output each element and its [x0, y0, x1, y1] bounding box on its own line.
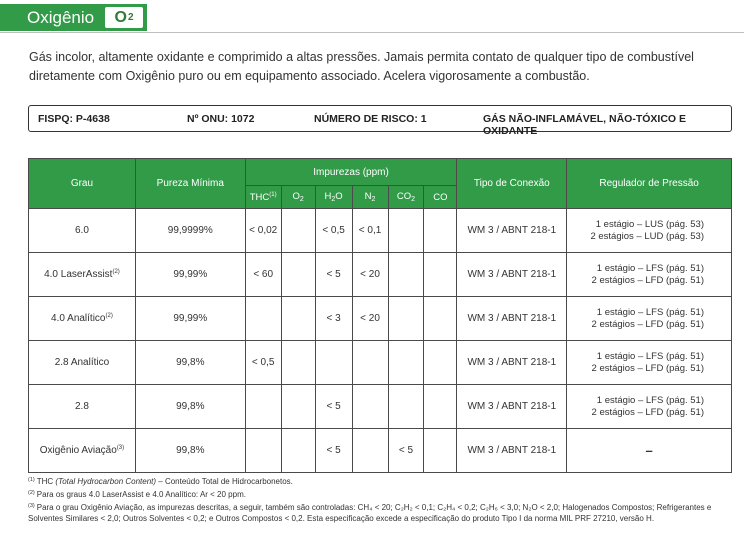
cell-o2 [281, 429, 315, 473]
header-co2: $CO_2$ [388, 186, 424, 209]
title-divider [0, 32, 744, 33]
cell-pureza: 99,9999% [135, 209, 245, 253]
cell-conexao: WM 3 / ABNT 218-1 [457, 253, 567, 297]
cell-grau: Oxigênio Aviação$^{(3)}$ [29, 429, 136, 473]
cell-co2 [388, 209, 424, 253]
table-row [29, 385, 732, 429]
cell-thc [245, 297, 281, 341]
cell-regulador: 1 estágio – LFS (pág. 51) 2 estágios – LFD (pág. 51) [567, 253, 732, 297]
section-title-bar [0, 4, 147, 31]
cell-co [424, 297, 457, 341]
cell-co2 [388, 253, 424, 297]
cell-conexao: WM 3 / ABNT 218-1 [457, 385, 567, 429]
header-regulador: Regulador de Pressão [567, 159, 732, 209]
cell-co2 [388, 341, 424, 385]
header-co: CO [424, 186, 457, 209]
cell-grau: 2.8 Analítico [29, 341, 136, 385]
cell-n2: < 0,1 [352, 209, 388, 253]
cell-grau: 2.8 [29, 385, 136, 429]
cell-conexao: WM 3 / ABNT 218-1 [457, 297, 567, 341]
cell-n2 [352, 341, 388, 385]
cell-h2o: < 5 [315, 385, 352, 429]
cell-pureza: 99,8% [135, 341, 245, 385]
cell-o2 [281, 253, 315, 297]
cell-co2: < 5 [388, 429, 424, 473]
table-row [29, 341, 732, 385]
table-row [29, 429, 732, 473]
header-conexao: Tipo de Conexão [457, 159, 567, 209]
header-thc: THC$^{(1)}$ [245, 186, 281, 209]
cell-n2 [352, 385, 388, 429]
formula-badge: O 2 [105, 7, 143, 28]
onu-number: Nº ONU: 1072 [187, 113, 255, 125]
cell-h2o: < 3 [315, 297, 352, 341]
cell-conexao: WM 3 / ABNT 218-1 [457, 209, 567, 253]
cell-h2o: < 0,5 [315, 209, 352, 253]
cell-n2 [352, 429, 388, 473]
cell-regulador: – [567, 429, 732, 473]
fispq-number: FISPQ: P-4638 [38, 113, 110, 125]
cell-regulador: 1 estágio – LUS (pág. 53) 2 estágios – LUD (pág. 53) [567, 209, 732, 253]
table-row [29, 297, 732, 341]
footnote-3: $^{(3)}$ Para o grau Oxigênio Aviação, as impurezas descritas, a seguir, também são controladas: CH₄ < 20; C₂H₂ < 0,1; C₂H₄ < 0,2; C₂H₆ < 3,0; N₂O < 2,0; Halogenados Compostos; Refrigerantes e Solventes Similares < 2,0; Outros Solventes < 0,2; e Outros Compostos < 0,2. Esta especificação excede a especificação do produto Tipo I da norma MIL PRF 27210, versão H. [28, 503, 712, 523]
cell-grau: 6.0 [29, 209, 136, 253]
cell-pureza: 99,8% [135, 385, 245, 429]
cell-co2 [388, 385, 424, 429]
fispq-box [28, 105, 732, 137]
table-row [29, 209, 732, 253]
cell-thc: < 60 [245, 253, 281, 297]
cell-conexao: WM 3 / ABNT 218-1 [457, 341, 567, 385]
cell-regulador: 1 estágio – LFS (pág. 51) 2 estágios – LFD (pág. 51) [567, 341, 732, 385]
cell-o2 [281, 297, 315, 341]
cell-co2 [388, 297, 424, 341]
intro-paragraph: Gás incolor, altamente oxidante e comprimido a altas pressões. Jamais permita contato de qualquer tipo de combustível diretamente com Oxigênio puro ou em equipamento associado. Acelera vigorosamente a combustão. [29, 50, 694, 83]
hazard-class: GÁS NÃO-INFLAMÁVEL, NÃO-TÓXICO E OXIDANTE [483, 113, 686, 137]
cell-regulador: 1 estágio – LFS (pág. 51) 2 estágios – LFD (pág. 51) [567, 385, 732, 429]
cell-conexao: WM 3 / ABNT 218-1 [457, 429, 567, 473]
cell-thc [245, 385, 281, 429]
footnote-2: $^{(2)}$ Para os graus 4.0 LaserAssist e 4.0 Analítico: Ar < 20 ppm. [28, 490, 246, 499]
header-pureza: Pureza Mínima [135, 159, 245, 209]
cell-n2: < 20 [352, 297, 388, 341]
cell-co [424, 253, 457, 297]
cell-thc: < 0,5 [245, 341, 281, 385]
specs-table [28, 158, 732, 473]
cell-thc [245, 429, 281, 473]
header-n2: $N_2$ [352, 186, 388, 209]
cell-grau: 4.0 Analítico$^{(2)}$ [29, 297, 136, 341]
cell-pureza: 99,8% [135, 429, 245, 473]
cell-o2 [281, 209, 315, 253]
cell-h2o: < 5 [315, 253, 352, 297]
cell-o2 [281, 341, 315, 385]
cell-h2o [315, 341, 352, 385]
table-row [29, 253, 732, 297]
cell-pureza: 99,99% [135, 297, 245, 341]
cell-co [424, 429, 457, 473]
cell-thc: < 0,02 [245, 209, 281, 253]
header-grau: Grau [29, 159, 136, 209]
cell-grau: 4.0 LaserAssist$^{(2)}$ [29, 253, 136, 297]
header-o2: $O_2$ [281, 186, 315, 209]
cell-o2 [281, 385, 315, 429]
cell-h2o: < 5 [315, 429, 352, 473]
page-title: Oxigênio [27, 7, 95, 27]
risk-number: NÚMERO DE RISCO: 1 [314, 113, 427, 125]
header-h2o: $H_2O$ [315, 186, 352, 209]
cell-pureza: 99,99% [135, 253, 245, 297]
footnotes [28, 475, 738, 525]
header-impurezas: Impurezas (ppm) [245, 159, 457, 186]
cell-regulador: 1 estágio – LFS (pág. 51) 2 estágios – LFD (pág. 51) [567, 297, 732, 341]
cell-co [424, 341, 457, 385]
cell-co [424, 385, 457, 429]
cell-n2: < 20 [352, 253, 388, 297]
cell-co [424, 209, 457, 253]
footnote-1: $^{(1)}$ THC (Total Hydrocarbon Content) – Conteúdo Total de Hidrocarbonetos. [28, 477, 293, 486]
